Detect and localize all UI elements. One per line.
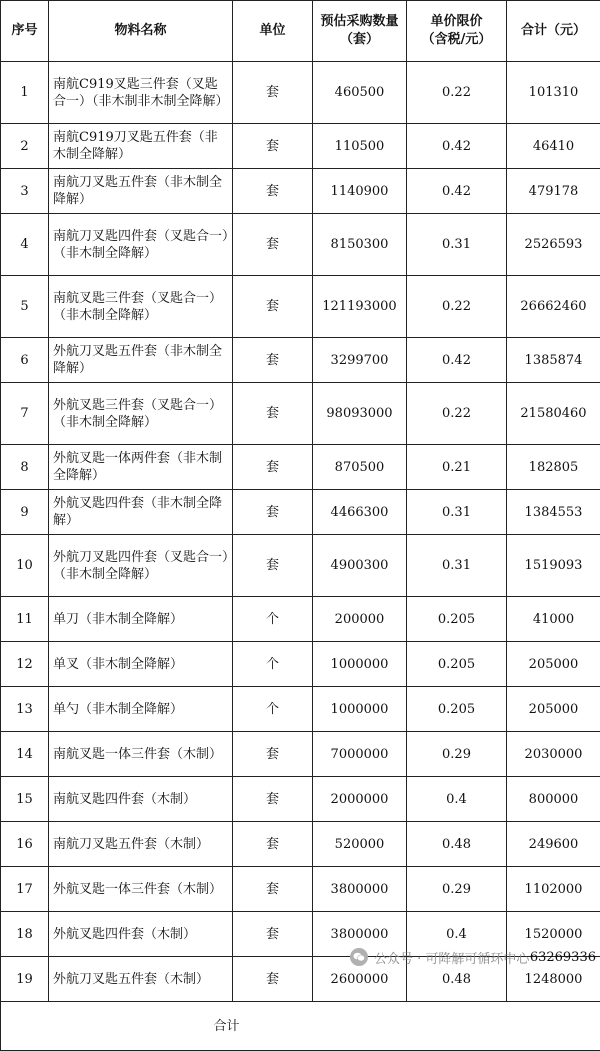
unit-price-cell: 0.22 bbox=[407, 276, 507, 338]
material-name-cell: 外航刀叉匙四件套（叉匙合一）（非木制全降解） bbox=[49, 535, 233, 597]
unit-price-cell: 0.205 bbox=[407, 597, 507, 642]
unit-price-cell: 0.4 bbox=[407, 912, 507, 957]
header-no: 序号 bbox=[1, 1, 49, 62]
row-number-cell: 7 bbox=[1, 383, 49, 445]
row-number-cell: 19 bbox=[1, 957, 49, 1002]
row-number-cell: 6 bbox=[1, 338, 49, 383]
quantity-cell: 460500 bbox=[313, 62, 407, 124]
quantity-cell: 4900300 bbox=[313, 535, 407, 597]
unit-price-cell: 0.21 bbox=[407, 445, 507, 490]
unit-price-cell: 0.42 bbox=[407, 338, 507, 383]
row-total-cell: 182805 bbox=[507, 445, 600, 490]
table-row bbox=[1, 62, 600, 124]
unit-price-cell: 0.48 bbox=[407, 957, 507, 1002]
quantity-cell: 3800000 bbox=[313, 912, 407, 957]
material-name-cell: 南航刀叉匙五件套（非木制全降解） bbox=[49, 169, 233, 214]
unit-cell: 套 bbox=[233, 276, 313, 338]
quantity-cell: 98093000 bbox=[313, 383, 407, 445]
table-row bbox=[1, 642, 600, 687]
material-name-cell: 外航叉匙一体两件套（非木制全降解） bbox=[49, 445, 233, 490]
total-value: 63269336 bbox=[530, 950, 596, 965]
material-name-cell: 南航叉匙一体三件套（木制） bbox=[49, 732, 233, 777]
material-name-cell: 单勺（非木制全降解） bbox=[49, 687, 233, 732]
quantity-cell: 1000000 bbox=[313, 642, 407, 687]
row-number-cell: 18 bbox=[1, 912, 49, 957]
unit-price-cell: 0.4 bbox=[407, 777, 507, 822]
table-row bbox=[1, 777, 600, 822]
unit-cell: 套 bbox=[233, 490, 313, 535]
unit-price-cell: 0.42 bbox=[407, 169, 507, 214]
material-name-cell: 外航叉匙四件套（木制） bbox=[49, 912, 233, 957]
total-label: 合计 bbox=[213, 1019, 239, 1034]
unit-cell: 套 bbox=[233, 822, 313, 867]
unit-price-cell: 0.22 bbox=[407, 62, 507, 124]
unit-price-cell: 0.31 bbox=[407, 535, 507, 597]
row-number-cell: 13 bbox=[1, 687, 49, 732]
quantity-cell: 3800000 bbox=[313, 867, 407, 912]
unit-cell: 套 bbox=[233, 383, 313, 445]
unit-cell: 套 bbox=[233, 338, 313, 383]
unit-cell: 套 bbox=[233, 912, 313, 957]
table-row bbox=[1, 535, 600, 597]
row-number-cell: 10 bbox=[1, 535, 49, 597]
quantity-cell: 1000000 bbox=[313, 687, 407, 732]
row-total-cell: 1384553 bbox=[507, 490, 600, 535]
row-total-cell: 479178 bbox=[507, 169, 600, 214]
unit-price-cell: 0.205 bbox=[407, 687, 507, 732]
table-row bbox=[1, 867, 600, 912]
row-total-cell: 249600 bbox=[507, 822, 600, 867]
table-header-row bbox=[1, 1, 600, 62]
row-number-cell: 5 bbox=[1, 276, 49, 338]
row-number-cell: 16 bbox=[1, 822, 49, 867]
unit-cell: 套 bbox=[233, 777, 313, 822]
header-price: 单价限价 （含税/元） bbox=[407, 1, 507, 62]
unit-price-cell: 0.205 bbox=[407, 642, 507, 687]
header-total: 合计（元） bbox=[507, 1, 600, 62]
material-name-cell: 单刀（非木制全降解） bbox=[49, 597, 233, 642]
row-number-cell: 11 bbox=[1, 597, 49, 642]
table-row bbox=[1, 822, 600, 867]
table-row bbox=[1, 445, 600, 490]
unit-cell: 个 bbox=[233, 687, 313, 732]
row-total-cell: 205000 bbox=[507, 642, 600, 687]
unit-price-cell: 0.22 bbox=[407, 383, 507, 445]
material-name-cell: 南航刀叉匙五件套（木制） bbox=[49, 822, 233, 867]
row-number-cell: 9 bbox=[1, 490, 49, 535]
row-total-cell: 1385874 bbox=[507, 338, 600, 383]
material-name-cell: 南航刀叉匙四件套（叉匙合一）（非木制全降解） bbox=[49, 214, 233, 276]
table-row bbox=[1, 124, 600, 169]
material-name-cell: 外航叉匙一体三件套（木制） bbox=[49, 867, 233, 912]
row-total-cell: 1248000 bbox=[507, 957, 600, 1002]
quantity-cell: 2600000 bbox=[313, 957, 407, 1002]
table-row bbox=[1, 214, 600, 276]
unit-price-cell: 0.29 bbox=[407, 732, 507, 777]
material-name-cell: 外航刀叉匙五件套（木制） bbox=[49, 957, 233, 1002]
row-total-cell: 1519093 bbox=[507, 535, 600, 597]
table-row bbox=[1, 338, 600, 383]
quantity-cell: 121193000 bbox=[313, 276, 407, 338]
row-total-cell: 205000 bbox=[507, 687, 600, 732]
material-name-cell: 南航叉匙三件套（叉匙合一）（非木制全降解） bbox=[49, 276, 233, 338]
row-total-cell: 800000 bbox=[507, 777, 600, 822]
header-unit: 单位 bbox=[233, 1, 313, 62]
row-number-cell: 1 bbox=[1, 62, 49, 124]
row-number-cell: 2 bbox=[1, 124, 49, 169]
table-row bbox=[1, 383, 600, 445]
table-row bbox=[1, 732, 600, 777]
row-total-cell: 21580460 bbox=[507, 383, 600, 445]
material-name-cell: 外航叉匙四件套（非木制全降解） bbox=[49, 490, 233, 535]
row-number-cell: 17 bbox=[1, 867, 49, 912]
row-number-cell: 8 bbox=[1, 445, 49, 490]
row-number-cell: 15 bbox=[1, 777, 49, 822]
quantity-cell: 4466300 bbox=[313, 490, 407, 535]
row-total-cell: 2030000 bbox=[507, 732, 600, 777]
unit-price-cell: 0.31 bbox=[407, 214, 507, 276]
unit-cell: 套 bbox=[233, 867, 313, 912]
material-name-cell: 单叉（非木制全降解） bbox=[49, 642, 233, 687]
table-row bbox=[1, 276, 600, 338]
row-number-cell: 14 bbox=[1, 732, 49, 777]
unit-cell: 套 bbox=[233, 957, 313, 1002]
unit-cell: 套 bbox=[233, 169, 313, 214]
quantity-cell: 2000000 bbox=[313, 777, 407, 822]
row-total-cell: 2526593 bbox=[507, 214, 600, 276]
unit-price-cell: 0.29 bbox=[407, 867, 507, 912]
quantity-cell: 7000000 bbox=[313, 732, 407, 777]
material-name-cell: 外航刀叉匙五件套（非木制全降解） bbox=[49, 338, 233, 383]
table-row bbox=[1, 597, 600, 642]
row-total-cell: 1102000 bbox=[507, 867, 600, 912]
table-row bbox=[1, 490, 600, 535]
unit-cell: 套 bbox=[233, 124, 313, 169]
unit-cell: 套 bbox=[233, 535, 313, 597]
row-total-cell: 101310 bbox=[507, 62, 600, 124]
row-total-cell: 1520000 bbox=[507, 912, 600, 957]
header-name: 物料名称 bbox=[49, 1, 233, 62]
row-number-cell: 4 bbox=[1, 214, 49, 276]
material-name-cell: 南航C919刀叉匙五件套（非木制全降解） bbox=[49, 124, 233, 169]
quantity-cell: 870500 bbox=[313, 445, 407, 490]
quantity-cell: 110500 bbox=[313, 124, 407, 169]
unit-price-cell: 0.42 bbox=[407, 124, 507, 169]
quantity-cell: 200000 bbox=[313, 597, 407, 642]
total-row bbox=[1, 1002, 600, 1051]
unit-cell: 套 bbox=[233, 62, 313, 124]
quantity-cell: 8150300 bbox=[313, 214, 407, 276]
quantity-cell: 1140900 bbox=[313, 169, 407, 214]
row-total-cell: 26662460 bbox=[507, 276, 600, 338]
unit-price-cell: 0.48 bbox=[407, 822, 507, 867]
material-name-cell: 外航叉匙三件套（叉匙合一）（非木制全降解） bbox=[49, 383, 233, 445]
row-number-cell: 12 bbox=[1, 642, 49, 687]
table-row bbox=[1, 912, 600, 957]
quantity-cell: 520000 bbox=[313, 822, 407, 867]
table-row bbox=[1, 957, 600, 1002]
unit-price-cell: 0.31 bbox=[407, 490, 507, 535]
table-row bbox=[1, 687, 600, 732]
material-name-cell: 南航C919叉匙三件套（叉匙合一）（非木制非木制全降解） bbox=[49, 62, 233, 124]
unit-cell: 套 bbox=[233, 445, 313, 490]
unit-cell: 套 bbox=[233, 732, 313, 777]
total-label-cell bbox=[1, 1002, 600, 1051]
row-number-cell: 3 bbox=[1, 169, 49, 214]
material-name-cell: 南航叉匙四件套（木制） bbox=[49, 777, 233, 822]
table-row bbox=[1, 169, 600, 214]
watermark-text: 公众号 · 可降解可循环中心 bbox=[374, 948, 529, 967]
row-total-cell: 41000 bbox=[507, 597, 600, 642]
row-total-cell: 46410 bbox=[507, 124, 600, 169]
unit-cell: 个 bbox=[233, 642, 313, 687]
unit-cell: 套 bbox=[233, 214, 313, 276]
unit-cell: 个 bbox=[233, 597, 313, 642]
quantity-cell: 3299700 bbox=[313, 338, 407, 383]
header-qty: 预估采购数量 （套） bbox=[313, 1, 407, 62]
